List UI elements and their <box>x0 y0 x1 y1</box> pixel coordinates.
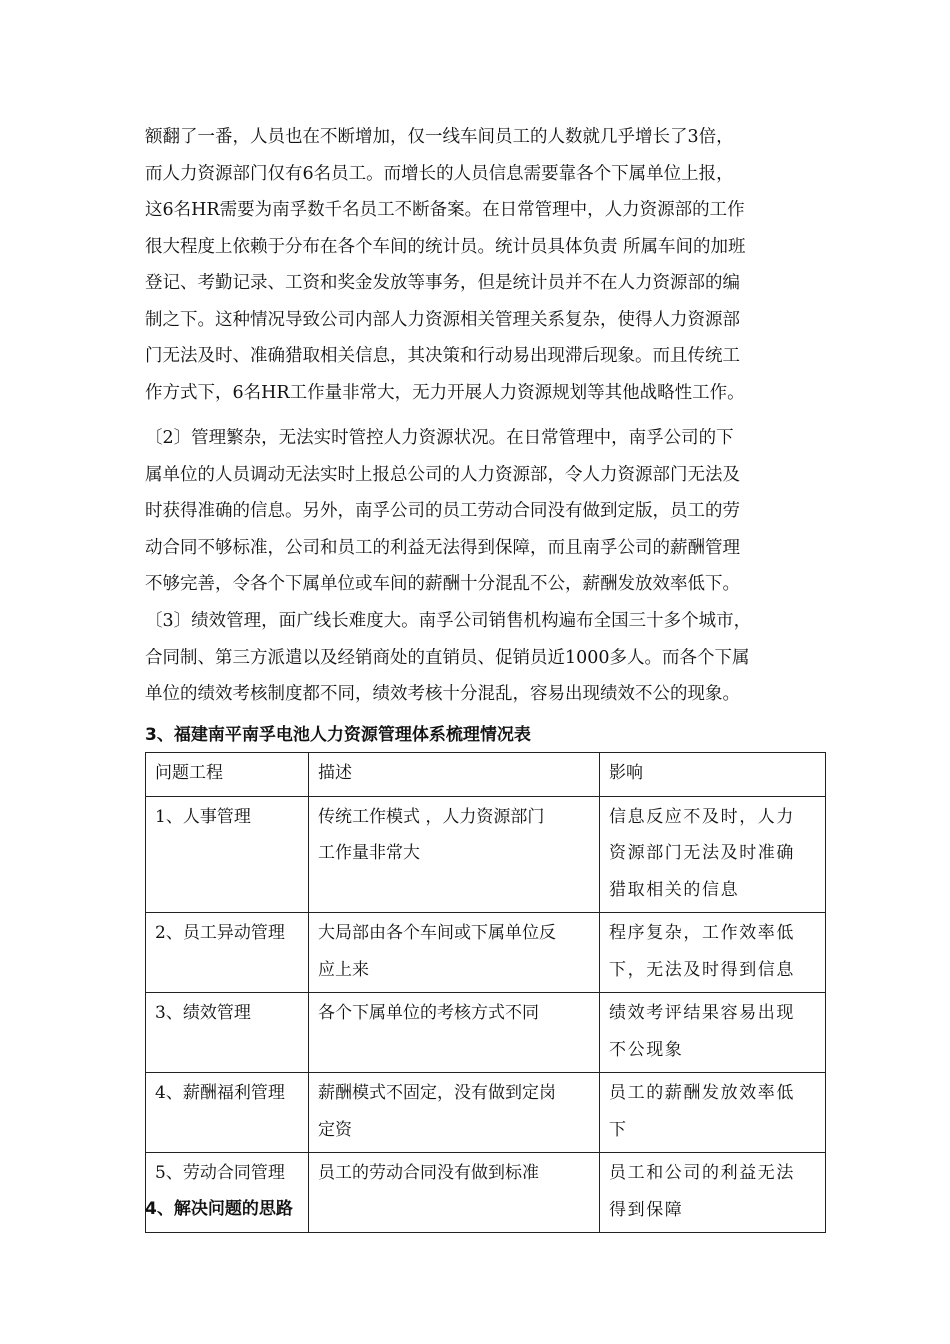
table-row <box>146 993 826 1073</box>
table-cell-item: 4、薪酬福利管理 <box>146 1073 309 1153</box>
text-line: 〔2〕管理繁杂，无法实时管控人力资源状况。在日常管理中，南孚公司的下 <box>145 428 734 448</box>
table-cell-impact: 信息反应不及时，人力 资源部门无法及时准确 猎取相关的信息 <box>600 796 826 913</box>
table-cell-desc: 各个下属单位的考核方式不同 <box>309 993 600 1073</box>
text-line: 时获得准确的信息。另外，南孚公司的员工劳动合同没有做到定版，员工的劳 <box>145 501 740 521</box>
text-line: 合同制、第三方派遣以及经销商处的直销员、促销员近1000多人。而各个下属 <box>145 647 750 668</box>
table-row <box>146 796 826 913</box>
text-line: 而人力资源部门仅有6名员工。而增长的人员信息需要靠各个下属单位上报， <box>145 163 734 184</box>
table-cell-desc: 员工的劳动合同没有做到标准 <box>309 1153 600 1233</box>
section-heading-4: 4、解决问题的思路 <box>145 1199 293 1219</box>
text-line: 这6名HR需要为南孚数千名员工不断备案。在日常管理中，人力资源部的工作 <box>145 200 745 220</box>
table-cell-impact: 员工和公司的利益无法 得到保障 <box>600 1153 826 1233</box>
table-cell-desc: 大局部由各个车间或下属单位反 应上来 <box>309 913 600 993</box>
header-cell: 描述 <box>309 753 600 797</box>
header-cell: 影响 <box>600 753 826 797</box>
text-line: 登记、考勤记录、工资和奖金发放等事务，但是统计员并不在人力资源部的编 <box>145 273 740 293</box>
text-line: 额翻了一番，人员也在不断增加，仅一线车间员工的人数就几乎增长了3倍， <box>145 127 734 147</box>
table-row <box>146 913 826 993</box>
table-cell-desc: 传统工作模式 ，人力资源部门 工作量非常大 <box>309 796 600 913</box>
text-line: 很大程度上依赖于分布在各个车间的统计员。统计员具体负责 所属车间的加班 <box>145 236 746 257</box>
text-line: 门无法及时、准确猎取相关信息，其决策和行动易出现滞后现象。而且传统工 <box>145 346 740 366</box>
header-cell: 问题工程 <box>146 753 309 797</box>
table-row <box>146 1153 826 1233</box>
text-line: 不够完善，令各个下属单位或车间的薪酬十分混乱不公，薪酬发放效率低下。 <box>145 574 740 594</box>
table-cell-item: 3、绩效管理 <box>146 993 309 1073</box>
table-header-row <box>146 753 826 797</box>
paragraph-3 <box>145 603 825 713</box>
text-line: 〔3〕绩效管理，面广线长难度大。南孚公司销售机构遍布全国三十多个城市， <box>145 611 752 631</box>
section-heading-3: 3、福建南平南孚电池人力资源管理体系梳理情况表 <box>145 725 531 745</box>
text-line: 单位的绩效考核制度都不同，绩效考核十分混乱，容易出现绩效不公的现象。 <box>145 684 740 704</box>
summary-table <box>145 752 826 1233</box>
table-cell-impact: 程序复杂，工作效率低 下，无法及时得到信息 <box>600 913 826 993</box>
table-cell-impact: 绩效考评结果容易出现 不公现象 <box>600 993 826 1073</box>
text-line: 属单位的人员调动无法实时上报总公司的人力资源部，令人力资源部门无法及 <box>145 464 740 485</box>
paragraph-2 <box>145 420 825 603</box>
table-cell-item: 2、员工异动管理 <box>146 913 309 993</box>
table-cell-impact: 员工的薪酬发放效率低 下 <box>600 1073 826 1153</box>
table-row <box>146 1073 826 1153</box>
paragraph-1 <box>145 119 825 411</box>
table-cell-desc: 薪酬模式不固定，没有做到定岗 定资 <box>309 1073 600 1153</box>
text-line: 动合同不够标准，公司和员工的利益无法得到保障，而且南孚公司的薪酬管理 <box>145 537 740 558</box>
table-cell-item: 1、人事管理 <box>146 796 309 913</box>
text-line: 制之下。这种情况导致公司内部人力资源相关管理关系复杂，使得人力资源部 <box>145 309 740 330</box>
table-cell-item: 5、劳动合同管理 <box>146 1153 309 1233</box>
text-line: 作方式下，6名HR工作量非常大，无力开展人力资源规划等其他战略性工作。 <box>145 382 745 403</box>
